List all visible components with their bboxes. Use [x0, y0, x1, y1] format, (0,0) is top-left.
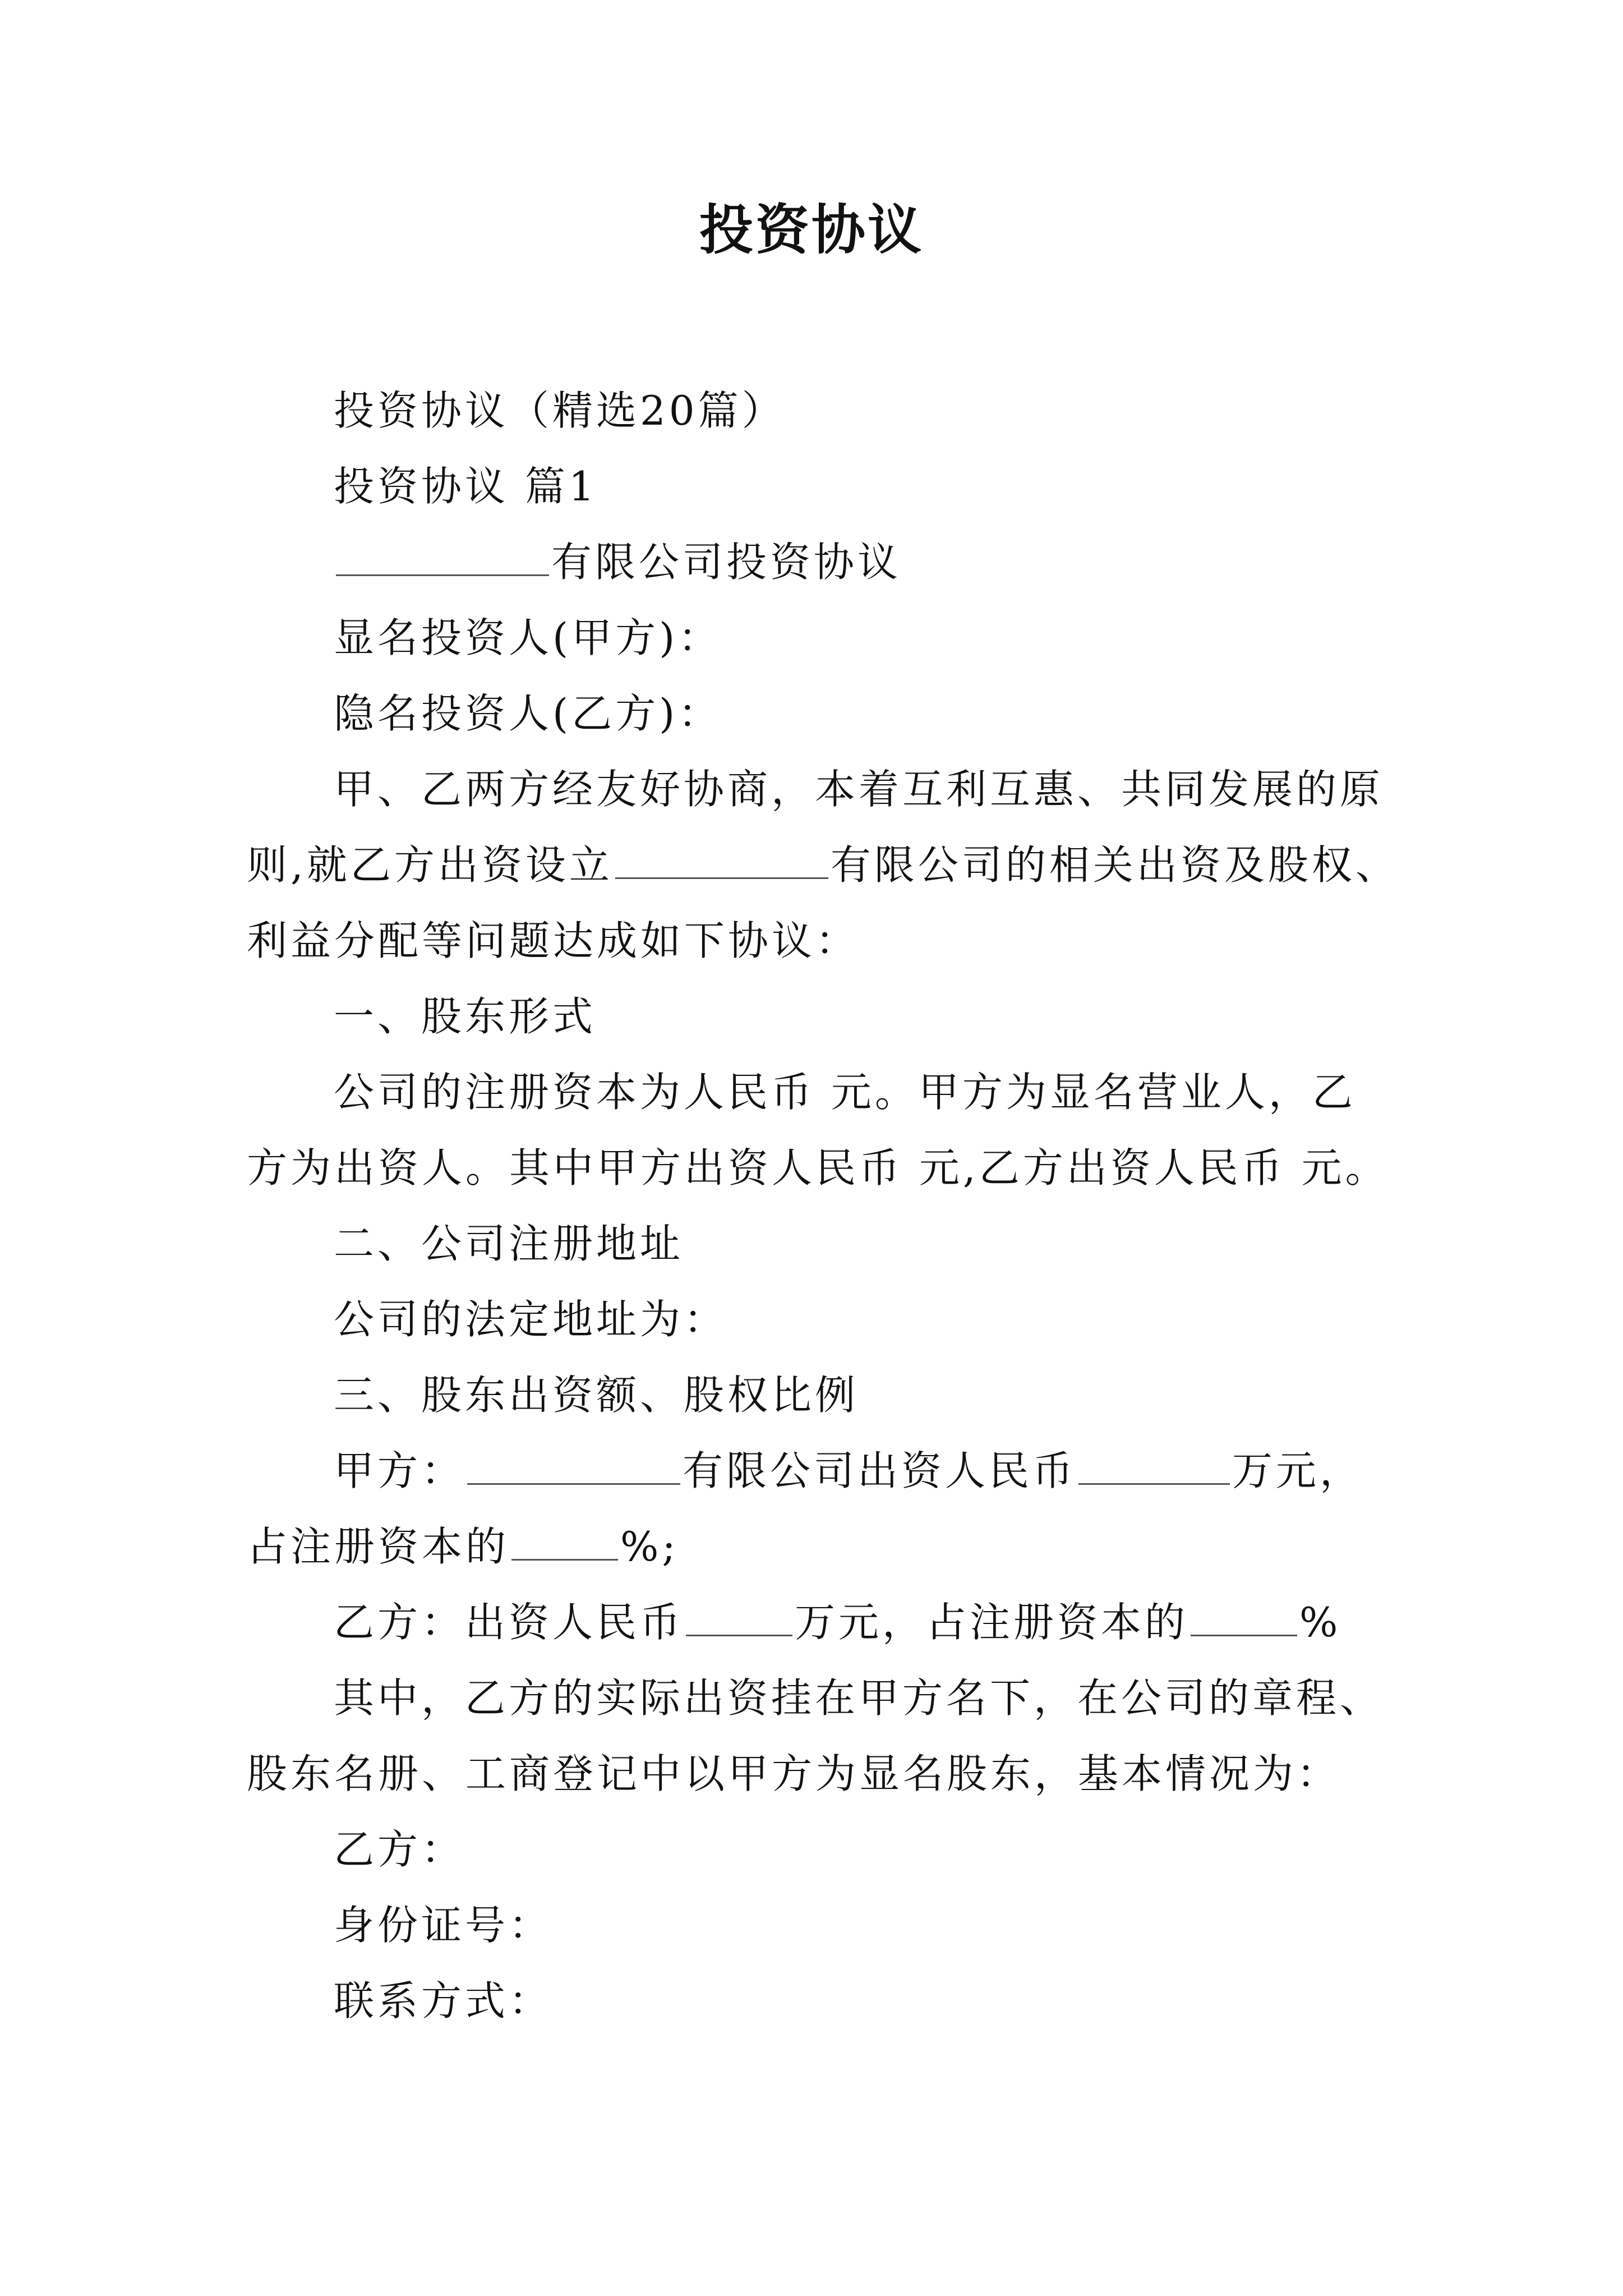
intro-line-2: [247, 827, 1399, 903]
s3a-line-2: [247, 1509, 1385, 1585]
field-contact: 联系方式：: [334, 1977, 553, 2024]
section-heading: 投资协议 篇1: [334, 463, 598, 510]
field-id-number: 身份证号：: [334, 1902, 553, 1949]
s3b-amount-blank: [686, 1595, 792, 1636]
intro-line-2-a: 则,就乙方出资设立: [247, 841, 613, 889]
s3c-line-1: 其中，乙方的实际出资挂在甲方名下，在公司的章程、: [334, 1674, 1384, 1722]
intro-line-3: 利益分配等问题达成如下协议：: [247, 917, 860, 964]
s3b-mid: 万元，占注册资本的: [795, 1599, 1189, 1646]
intro-line-2-b: 有限公司的相关出资及股权、: [830, 841, 1399, 889]
s3b-percent-blank: [1191, 1595, 1297, 1636]
s3a-percent-blank: [511, 1520, 618, 1561]
intro-line-1: 甲、乙两方经友好协商，本着互利互惠、共同发展的原: [334, 766, 1384, 813]
document-body: [247, 373, 1399, 2039]
s1-line-1: 公司的注册资本为人民币 元。甲方为显名营业人，乙: [334, 1069, 1356, 1116]
company-name-blank: [336, 535, 549, 576]
s3a-line2-suffix: %;: [620, 1523, 679, 1570]
s3c-line-2: 股东名册、工商登记中以甲方为显名股东，基本情况为：: [247, 1750, 1341, 1797]
agreement-name-suffix: 有限公司投资协议: [551, 539, 902, 586]
s3a-company-blank: [467, 1444, 680, 1485]
company-blank-intro: [615, 838, 828, 879]
s3a-prefix: 甲方：: [334, 1447, 465, 1494]
s3b-line: [247, 1585, 1385, 1660]
subtitle: 投资协议（精选20篇）: [334, 387, 786, 434]
field-party-b: 乙方：: [334, 1826, 465, 1873]
s3b-suffix: %: [1299, 1599, 1341, 1646]
s3a-suffix: 万元，: [1232, 1447, 1364, 1494]
s3a-line-1: [247, 1433, 1385, 1509]
heading-3: 三、股东出资额、股权比例: [334, 1372, 859, 1419]
s2-text: 公司的法定地址为：: [334, 1296, 728, 1343]
s3a-mid: 有限公司出资人民币: [683, 1447, 1077, 1494]
party-a: 显名投资人(甲方)：: [334, 614, 722, 661]
s1-line-2: 方为出资人。其中甲方出资人民币 元,乙方出资人民币 元。: [247, 1144, 1389, 1191]
s3b-prefix: 乙方：出资人民币: [334, 1599, 684, 1646]
heading-2: 二、公司注册地址: [334, 1220, 684, 1267]
s3a-amount-blank: [1078, 1444, 1230, 1485]
document-title: 投资协议: [699, 198, 924, 261]
party-b: 隐名投资人(乙方)：: [334, 690, 722, 737]
s3a-line2-prefix: 占注册资本的: [247, 1523, 510, 1570]
agreement-name: [247, 524, 1385, 600]
heading-1: 一、股东形式: [334, 993, 597, 1040]
